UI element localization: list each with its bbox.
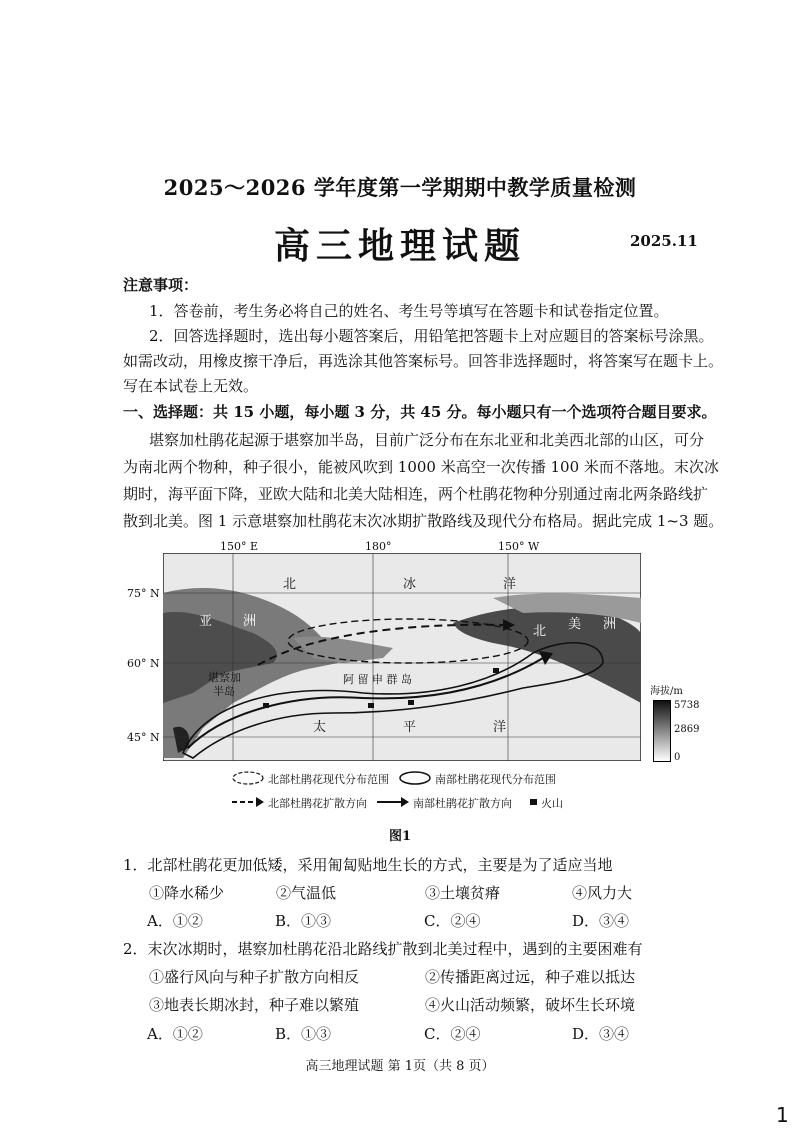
north-dir-legend-icon bbox=[230, 795, 266, 809]
note-item-1: 1．答卷前，考生务必将自己的姓名、考生号等填写在答题卡和试卷指定位置。 bbox=[149, 302, 669, 320]
intro-line-3: 期时，海平面下降，亚欧大陆和北美大陆相连，两个杜鹃花物种分别通过南北两条路线扩 bbox=[123, 485, 709, 503]
scan-page-number: 1 bbox=[776, 1103, 789, 1127]
q1-option-3: ③土壤贫瘠 bbox=[425, 884, 501, 902]
label-kamchatka-1: 堪察加 bbox=[208, 671, 241, 684]
volcano-icon bbox=[530, 799, 537, 805]
north-range-legend-icon bbox=[230, 770, 266, 786]
label-aleutian: 阿 留 申 群 岛 bbox=[343, 673, 412, 686]
elevation-unit: 海拔/m bbox=[650, 686, 683, 697]
note-item-2-line-2: 如需改动，用橡皮擦干净后，再选涂其他答案标号。回答非选择题时，将答案写在题卡上。 bbox=[123, 352, 724, 370]
q1-choice-a: A．①② bbox=[147, 912, 203, 930]
q2-stem: 2．末次冰期时，堪察加杜鹃花沿北路线扩散到北美过程中，遇到的主要困难有 bbox=[123, 940, 643, 958]
label-na-3: 洲 bbox=[603, 617, 617, 632]
dispersal-map bbox=[163, 553, 641, 761]
lon-label-150w: 150° W bbox=[498, 540, 540, 553]
label-pacific-3: 洋 bbox=[493, 720, 507, 735]
q1-choice-c: C．②④ bbox=[424, 912, 481, 930]
label-arctic-1: 北 bbox=[283, 577, 297, 592]
elevation-bar bbox=[653, 700, 671, 762]
section-heading: 一、选择题：共 15 小题，每小题 3 分，共 45 分。每小题只有一个选项符合题目要求。 bbox=[123, 403, 717, 421]
label-na-2: 美 bbox=[568, 617, 582, 632]
lon-label-150e: 150° E bbox=[220, 540, 259, 553]
q2-choice-b: B．①③ bbox=[275, 1025, 332, 1043]
legend-south-dir: 南部杜鹃花扩散方向 bbox=[413, 797, 512, 810]
legend-volcano: 火山 bbox=[541, 797, 563, 810]
q1-option-4: ④风力大 bbox=[572, 884, 633, 902]
q2-option-3: ③地表长期冰封，种子难以繁殖 bbox=[149, 996, 360, 1014]
q2-choice-a: A．①② bbox=[147, 1025, 203, 1043]
exam-date: 2025.11 bbox=[630, 232, 698, 250]
elevation-min: 0 bbox=[674, 752, 681, 763]
lat-label-60n: 60° N bbox=[127, 657, 160, 670]
q1-option-2: ②气温低 bbox=[276, 884, 337, 902]
exam-title: 高三地理试题 bbox=[273, 225, 526, 267]
q2-option-2: ②传播距离过远，种子难以抵达 bbox=[425, 968, 636, 986]
figure-caption: 图1 bbox=[388, 829, 412, 844]
elevation-max: 5738 bbox=[674, 700, 700, 711]
lon-label-180: 180° bbox=[365, 540, 392, 553]
label-asia-2: 洲 bbox=[243, 614, 257, 629]
lat-label-75n: 75° N bbox=[127, 587, 160, 600]
notes-heading: 注意事项： bbox=[123, 276, 199, 294]
intro-line-2: 为南北两个物种，种子很小，能被风吹到 1000 米高空一次传播 100 米而不落地。末次冰 bbox=[123, 458, 719, 476]
label-asia-1: 亚 bbox=[199, 614, 213, 629]
note-item-2-line-3: 写在本试卷上无效。 bbox=[123, 377, 259, 395]
q1-stem: 1．北部杜鹃花更加低矮，采用匍匐贴地生长的方式，主要是为了适应当地 bbox=[123, 856, 613, 874]
note-item-2-line-1: 2．回答选择题时，选出每小题答案后，用铅笔把答题卡上对应题目的答案标号涂黑。 bbox=[149, 327, 714, 345]
q2-option-4: ④火山活动频繁，破坏生长环境 bbox=[425, 996, 636, 1014]
label-arctic-3: 洋 bbox=[503, 577, 517, 592]
label-kamchatka-2: 半岛 bbox=[213, 685, 235, 698]
label-arctic-2: 冰 bbox=[403, 577, 417, 592]
q2-option-1: ①盛行风向与种子扩散方向相反 bbox=[149, 968, 360, 986]
legend-north-dir: 北部杜鹃花扩散方向 bbox=[268, 797, 367, 810]
page-footer: 高三地理试题 第 1页（共 8 页） bbox=[305, 1059, 495, 1074]
q1-option-1: ①降水稀少 bbox=[149, 884, 225, 902]
label-na-1: 北 bbox=[533, 624, 547, 639]
legend-north-range: 北部杜鹃花现代分布范围 bbox=[268, 773, 389, 786]
label-pacific-1: 太 bbox=[313, 720, 327, 735]
q2-choice-c: C．②④ bbox=[424, 1025, 481, 1043]
exam-subtitle: 2025～2026 学年度第一学期期中教学质量检测 bbox=[163, 175, 637, 200]
intro-line-1: 堪察加杜鹃花起源于堪察加半岛，目前广泛分布在东北亚和北美西北部的山区，可分 bbox=[149, 431, 705, 449]
q2-choice-d: D．③④ bbox=[572, 1025, 630, 1043]
south-dir-legend-icon bbox=[375, 795, 411, 809]
lat-label-45n: 45° N bbox=[127, 731, 160, 744]
q1-choice-b: B．①③ bbox=[275, 912, 332, 930]
elevation-mid: 2869 bbox=[674, 724, 700, 735]
q1-choice-d: D．③④ bbox=[572, 912, 630, 930]
intro-line-4: 散到北美。图 1 示意堪察加杜鹃花末次冰期扩散路线及现代分布格局。据此完成 1~3 题。 bbox=[123, 512, 724, 530]
label-pacific-2: 平 bbox=[403, 720, 417, 735]
legend-south-range: 南部杜鹃花现代分布范围 bbox=[435, 773, 556, 786]
south-range-legend-icon bbox=[397, 770, 433, 786]
